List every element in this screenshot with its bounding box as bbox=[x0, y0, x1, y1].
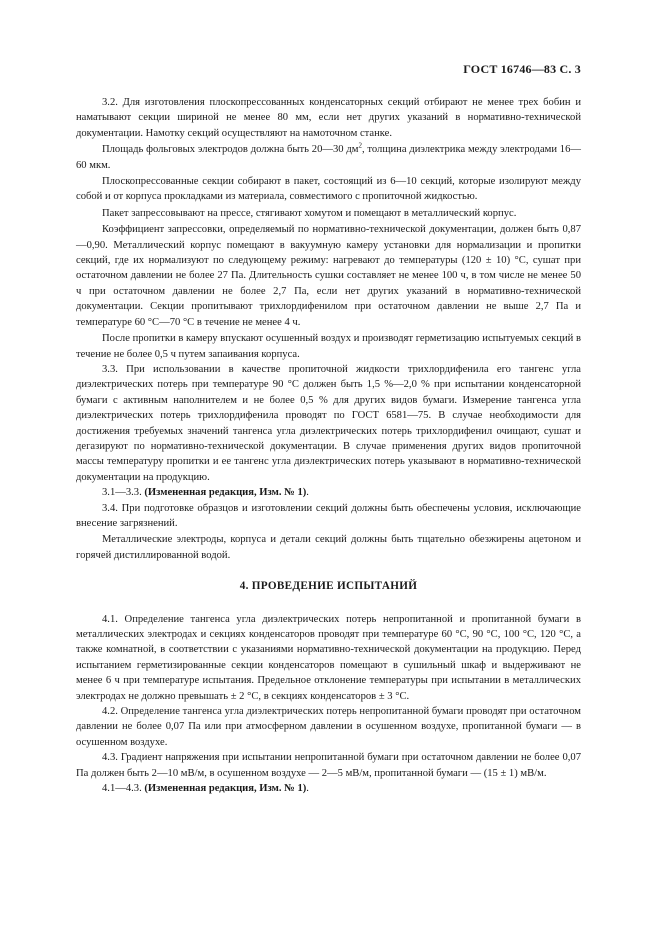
paragraph-degreasing: Металлические электроды, корпуса и детали секций должны быть тщательно обезжирены ацетоном и горячей дистиллированной водой. bbox=[76, 534, 581, 561]
paragraph-4-2: 4.2. Определение тангенса угла диэлектрических потерь непропитанной бумаги проводят при остаточном давлении не более 0,07 Па или при атмосферном давлении в осушенном воздухе, пропитанной бумаги — в осушенном воздухе. bbox=[76, 706, 581, 748]
edition-note-4 bbox=[76, 781, 581, 796]
section-title: 4. ПРОВЕДЕНИЕ ИСПЫТАНИЙ bbox=[239, 580, 418, 593]
edition-note-end: . bbox=[306, 783, 309, 795]
paragraph-4-1: 4.1. Определение тангенса угла диэлектрических потерь непропитанной и пропитанной бумаги в металлических электродах и секциях конденсаторов проводят при температуре 60 °С, 90 °С, 100 °С, 120 °С, а также комнатной, в соответствии с указаниями нормативно-технической документации на продукцию. Перед испытанием герметизированные секции конденсаторов помещают в сушильный шкаф и выдерживают не менее 6 ч при температуре испытания. Предельное отклонение температуры при испытании в металлических электродах не должно превышать ± 2 °С, в секциях конденсаторов ± 3 °С. bbox=[76, 613, 581, 702]
page-header: ГОСТ 16746—83 С. 3 bbox=[463, 62, 581, 76]
edition-note-end: . bbox=[306, 487, 309, 499]
paragraph-pack-pressing: Пакет запрессовывают на прессе, стягивают хомутом и помещают в металлический корпус. bbox=[102, 207, 517, 219]
paragraph-3-3: 3.3. При использовании в качестве пропиточной жидкости трихлордифенила его тангенс угла диэлектрических потерь при температуре 90 °С должен быть 1,5 %—2,0 % при испытании конденсаторной бумаги с активным наполнителем и не более 0,5 % для других видов бумаги. Измерение тангенса угла диэлектрических потерь трихлордифенила проводят по ГОСТ 6581—75. В случае необходимости для достижения требуемых значений тангенса угла диэлектрических потерь трихлордифенил очищают, сушат и дегазируют по нормативно-технической документации. В случае применения других видов пропиточной массы температуру пропитки и ее тангенс угла диэлектрических потерь указывают в нормативно-технической документации на продукцию. bbox=[76, 363, 581, 483]
electrode-area-text: Площадь фольговых электродов должна быть 20—30 дм bbox=[102, 144, 359, 156]
paragraph-4-3: 4.3. Градиент напряжения при испытании непропитанной бумаги при остаточном давлении не более 0,07 Па должен быть 2—10 мВ/м, в осушенном воздухе — 2—5 мВ/м, пропитанной бумаги — (15 ± 1) мВ/м. bbox=[76, 752, 581, 779]
edition-note-bold: (Измененная редакция, Изм. № 1) bbox=[144, 487, 307, 499]
edition-note-range: 4.1—4.3. bbox=[102, 783, 145, 795]
edition-note-range: 3.1—3.3. bbox=[102, 487, 145, 499]
paragraph-electrode-area bbox=[76, 142, 581, 173]
electrode-area-text-cont: , толщина диэлектрика между электродами 16—60 мкм. bbox=[76, 144, 581, 171]
paragraph-3-4: 3.4. При подготовке образцов и изготовлении секций должны быть обеспечены условия, исключающие внесение загрязнений. bbox=[76, 502, 581, 529]
superscript-2: 2 bbox=[358, 141, 362, 150]
paragraph-after-impregnation: После пропитки в камеру впускают осушенный воздух и производят герметизацию испытуемых секций в течение не более 0,5 ч путем запаивания корпуса. bbox=[76, 333, 581, 360]
paragraph-pack-assembly: Плоскопрессованные секции собирают в пакет, состоящий из 6—10 секций, которые изолируют между собой и от корпуса прокладками из материала, совместимого с пропиточной жидкостью. bbox=[76, 176, 581, 203]
paragraph-3-2: 3.2. Для изготовления плоскопрессованных конденсаторных секций отбирают не менее трех бобин и наматывают секции шириной не менее 80 мм, если нет других указаний в нормативно-технической документации. Намотку секций осуществляют на намоточном станке. bbox=[76, 97, 581, 139]
edition-note-3 bbox=[76, 485, 581, 500]
paragraph-compression-coefficient: Коэффициент запрессовки, определяемый по нормативно-технической документации, должен быть 0,87—0,90. Металлический корпус помещают в вакуумную камеру установки для нормализации и пропитки секций, где их нормализуют по следующему режиму: нагревают до температуры (120 ± 10) °С, сушат при остаточном давлении не более 27 Па. Длительность сушки составляет не менее 100 ч, в том числе не менее 50 ч при остаточном давлении не более 2,7 Па, если нет других указаний в нормативно-технической документации. Секции пропитывают трихлордифенилом при остаточном давлении не выше 2,7 Па и температуре 60 °С—70 °С в течение не менее 4 ч. bbox=[76, 224, 581, 328]
edition-note-bold: (Измененная редакция, Изм. № 1) bbox=[144, 783, 307, 795]
document-body bbox=[76, 95, 581, 796]
